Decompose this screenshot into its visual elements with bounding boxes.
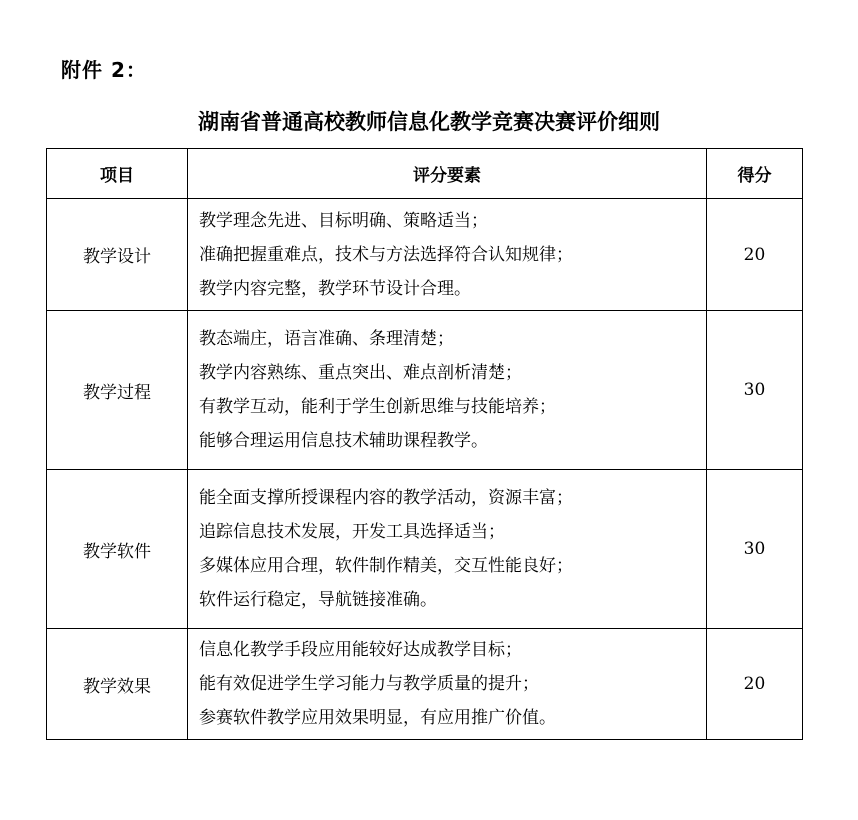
table-row xyxy=(47,629,803,740)
elements-cell xyxy=(188,470,707,629)
element-line: 能全面支撑所授课程内容的教学活动，资源丰富； xyxy=(199,488,573,508)
score-cell: 30 xyxy=(707,311,803,470)
element-line: 参赛软件教学应用效果明显，有应用推广价值。 xyxy=(199,708,556,728)
item-cell: 教学设计 xyxy=(47,199,188,311)
element-line: 多媒体应用合理，软件制作精美，交互性能良好； xyxy=(199,556,573,576)
element-line: 软件运行稳定，导航链接准确。 xyxy=(199,590,437,610)
attachment-label: 附件 2： xyxy=(61,58,147,82)
document-title: 湖南省普通高校教师信息化教学竞赛决赛评价细则 xyxy=(198,110,660,134)
element-line: 教学内容完整，教学环节设计合理。 xyxy=(199,278,471,299)
item-cell: 教学效果 xyxy=(47,629,188,740)
element-line: 有教学互动，能利于学生创新思维与技能培养； xyxy=(199,397,556,417)
element-line: 能有效促进学生学习能力与教学质量的提升； xyxy=(199,674,539,694)
element-line: 追踪信息技术发展，开发工具选择适当； xyxy=(199,522,505,542)
element-line: 教学理念先进、目标明确、策略适当； xyxy=(199,210,488,231)
element-line: 信息化教学手段应用能较好达成教学目标； xyxy=(199,640,522,660)
table-row xyxy=(47,311,803,470)
element-line: 教态端庄，语言准确、条理清楚； xyxy=(199,329,454,349)
header-item: 项目 xyxy=(47,149,188,199)
element-line: 教学内容熟练、重点突出、难点剖析清楚； xyxy=(199,363,522,383)
header-score: 得分 xyxy=(707,149,803,199)
score-cell: 20 xyxy=(707,629,803,740)
header-elements: 评分要素 xyxy=(188,149,707,199)
table-row xyxy=(47,199,803,311)
score-cell: 20 xyxy=(707,199,803,311)
item-cell: 教学过程 xyxy=(47,311,188,470)
elements-cell xyxy=(188,629,707,740)
elements-cell xyxy=(188,311,707,470)
table-header-row xyxy=(47,149,803,199)
elements-cell xyxy=(188,199,707,311)
score-cell: 30 xyxy=(707,470,803,629)
table-row xyxy=(47,470,803,629)
evaluation-table xyxy=(46,148,803,740)
item-cell: 教学软件 xyxy=(47,470,188,629)
element-line: 能够合理运用信息技术辅助课程教学。 xyxy=(199,431,488,451)
element-line: 准确把握重难点，技术与方法选择符合认知规律； xyxy=(199,244,573,265)
